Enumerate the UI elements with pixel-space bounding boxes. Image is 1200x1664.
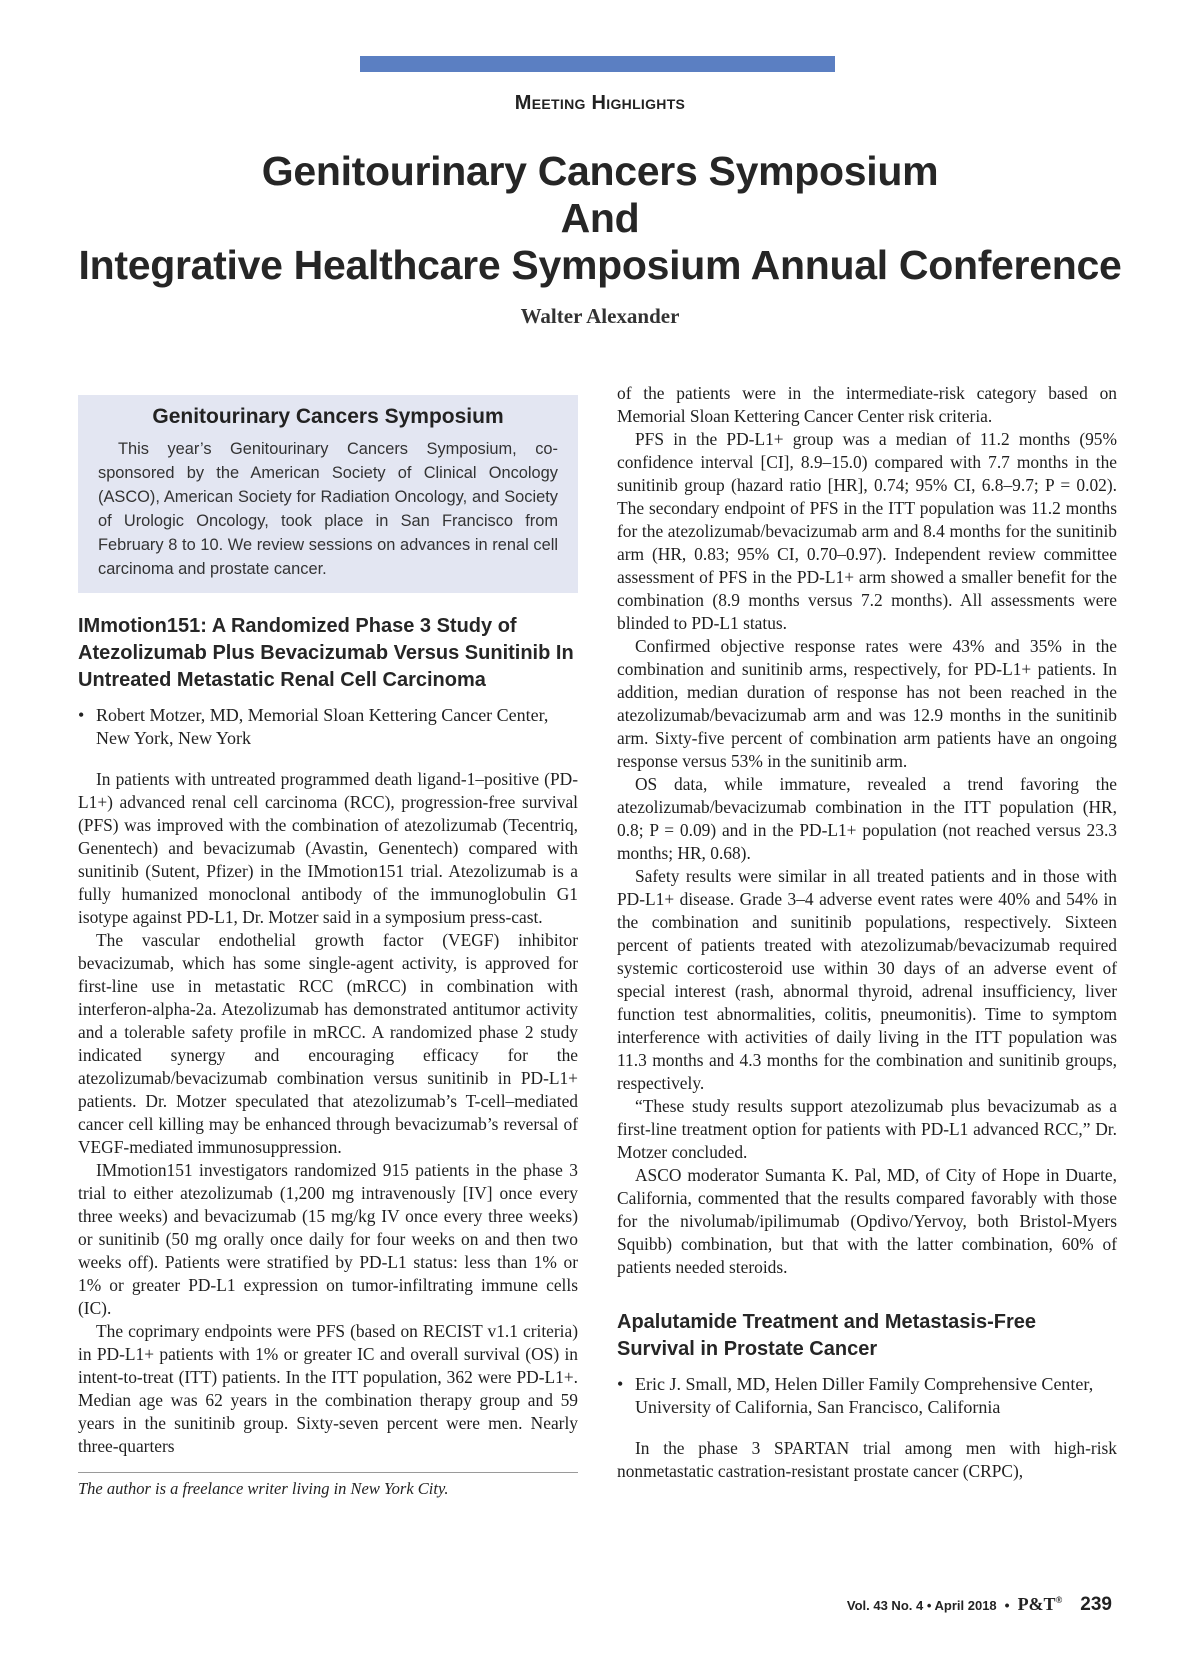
issue-info: Vol. 43 No. 4 • April 2018 (846, 1598, 997, 1613)
article1-byline (78, 704, 578, 750)
article2-heading: Apalutamide Treatment and Metastasis-Free Survival in Prostate Cancer (617, 1311, 1037, 1360)
continued-paragraph-2: PFS in the PD-L1+ group was a median of 11.2 months (95% confidence interval [CI], 8.9–15.0) compared with 7.7 months in the sunitinib group (hazard ratio [HR], 0.74; 95% CI, 6.8–9.7; P = 0.02). The secondary endpoint of PFS in the ITT population was 11.2 months for the atezolizumab/bevacizumab arm and 8.4 months for the sunitinib arm (HR, 0.83; 95% CI, 0.70–0.97). Independent review committee assessment of PFS in the PD-L1+ arm showed a smaller benefit for the combination (8.9 months versus 7.2 months). All assessments were blinded to PD-L1 status. (617, 429, 1117, 633)
continued-paragraph-5: Safety results were similar in all treated patients and in those with PD-L1+ disease. Grade 3–4 adverse event rates were 40% and 54% in the combination and sunitinib populations, respectively. Sixteen percent of patients treated with atezolizumab/bevacizumab required systemic corticosteroid use within 30 days of an adverse event of special interest (rash, abnormal thyroid, adrenal insufficiency, liver function test abnormalities, colitis, pneumonitis). Time to symptom interference with activities of daily living in the ITT population was 11.3 months and 4.3 months for the combination and sunitinib groups, respectively. (617, 866, 1117, 1093)
title-line-1: Genitourinary Cancers Symposium (261, 148, 939, 194)
page-title (0, 148, 1200, 289)
page-footer (847, 1594, 1112, 1616)
article1-paragraph-2: The vascular endothelial growth factor (VEGF) inhibitor bevacizumab, which has some single-agent activity, is approved for first-line use in metastatic RCC (mRCC) in combination with interferon-alpha-2a. Atezolizumab has demonstrated antitumor activity and a tolerable safety profile in mRCC. A randomized phase 2 study indicated synergy and encouraging efficacy for the atezolizumab/bevacizumab combination versus sunitinib in PD-L1+ patients. Dr. Motzer speculated that atezolizumab’s T-cell–mediated cancer cell killing may be enhanced through bevacizumab’s reversal of VEGF-mediated immunosuppression. (78, 930, 578, 1157)
registered-mark: ® (1055, 1595, 1063, 1605)
title-line-3: Integrative Healthcare Symposium Annual Conference (78, 242, 1122, 288)
article1-paragraph-3: IMmotion151 investigators randomized 915 patients in the phase 3 trial to either atezolizumab (1,200 mg intravenously [IV] once every three weeks) and bevacizumab (15 mg/kg IV once every three weeks) or sunitinib (50 mg orally once daily for four weeks on and then two weeks off). Patients were stratified by PD-L1 status: less than 1% or 1% or greater PD-L1 expression on tumor-infiltrating immune cells (IC). (78, 1160, 578, 1318)
continued-paragraph-4: OS data, while immature, revealed a trend favoring the atezolizumab/bevacizumab combination in the ITT population (HR, 0.8; P = 0.09) and in the PD-L1+ population (not reached versus 23.3 months; HR, 0.68). (617, 774, 1117, 863)
right-column (617, 382, 1117, 1483)
journal-name: P&T (1017, 1594, 1056, 1614)
footnote-divider (78, 1472, 578, 1473)
sidebar-text: This year’s Genitourinary Cancers Symposium, co-sponsored by the American Society of Clinical Oncology (ASCO), American Society for Radiation Oncology, and Society of Urologic Oncology, took place in San Francisco from February 8 to 10. We review sessions on advances in renal cell carcinoma and prostate cancer. (98, 440, 558, 578)
sidebar-title: Genitourinary Cancers Symposium (152, 405, 504, 428)
sidebar-box (78, 395, 578, 593)
article2-byline-text: Eric J. Small, MD, Helen Diller Family Comprehensive Center, University of California, San Francisco, California (635, 1374, 1094, 1417)
continued-paragraph-6: “These study results support atezolizumab plus bevacizumab as a first-line treatment option for patients with PD-L1 advanced RCC,” Dr. Motzer concluded. (617, 1096, 1117, 1162)
article2-byline (617, 1373, 1117, 1419)
continued-paragraph-3: Confirmed objective response rates were 43% and 35% in the combination and sunitinib arms, respectively, for PD-L1+ patients. In addition, median duration of response has not been reached in the atezolizumab/bevacizumab arm and was 12.9 months in the sunitinib arm. Sixty-five percent of combination arm patients have an ongoing response versus 53% in the sunitinib arm. (617, 636, 1117, 771)
title-line-2: And (560, 195, 640, 241)
continued-paragraph-1: of the patients were in the intermediate-risk category based on Memorial Sloan Kettering Cancer Center risk criteria. (617, 383, 1117, 426)
page-number: 239 (1080, 1594, 1112, 1615)
article2-paragraph-1: In the phase 3 SPARTAN trial among men with high-risk nonmetastatic castration-resistant prostate cancer (CRPC), (617, 1438, 1117, 1481)
article1-heading: IMmotion151: A Randomized Phase 3 Study of Atezolizumab Plus Bevacizumab Versus Sunitinib In Untreated Metastatic Renal Cell Carcinoma (78, 615, 574, 691)
article1-paragraph-1: In patients with untreated programmed death ligand-1–positive (PD-L1+) advanced renal cell carcinoma (RCC), progression-free survival (PFS) was improved with the combination of atezolizumab (Tecentriq, Genentech) and bevacizumab (Avastin, Genentech) compared with sunitinib (Sutent, Pfizer) in the IMmotion151 trial. Atezolizumab is a fully humanized monoclonal antibody of the immunoglobulin G1 isotype against PD-L1, Dr. Motzer said in a symposium press-cast. (78, 769, 578, 927)
section-kicker: Meeting Highlights (514, 92, 686, 114)
author-footnote: The author is a freelance writer living in New York City. (78, 1479, 449, 1498)
article2-body (617, 1437, 1117, 1483)
left-column (78, 395, 578, 1499)
continued-paragraph-7: ASCO moderator Sumanta K. Pal, MD, of City of Hope in Duarte, California, commented that the results compared favorably with those for the nivolumab/ipilimumab (Opdivo/Yervoy, both Bristol-Myers Squibb) combination, but that with the latter combination, 60% of patients needed steroids. (617, 1165, 1117, 1277)
header-accent-bar (360, 56, 835, 72)
bullet-icon: • (78, 705, 85, 725)
footer-separator: • (1004, 1597, 1010, 1613)
article1-continued (617, 382, 1117, 1279)
article1-byline-text: Robert Motzer, MD, Memorial Sloan Kettering Cancer Center, New York, New York (96, 705, 549, 748)
article1-body (78, 768, 578, 1458)
journal-brand (1018, 1594, 1063, 1615)
article1-paragraph-4: The coprimary endpoints were PFS (based on RECIST v1.1 criteria) in PD-L1+ patients with 1% or greater IC and overall survival (OS) in intent-to-treat (ITT) patients. In the ITT population, 362 were PD-L1+. Median age was 62 years in the combination therapy group and 59 years in the sunitinib group. Sixty-seven percent were men. Nearly three-quarters (78, 1321, 578, 1456)
bullet-icon: • (617, 1374, 624, 1394)
author-name: Walter Alexander (520, 304, 680, 328)
